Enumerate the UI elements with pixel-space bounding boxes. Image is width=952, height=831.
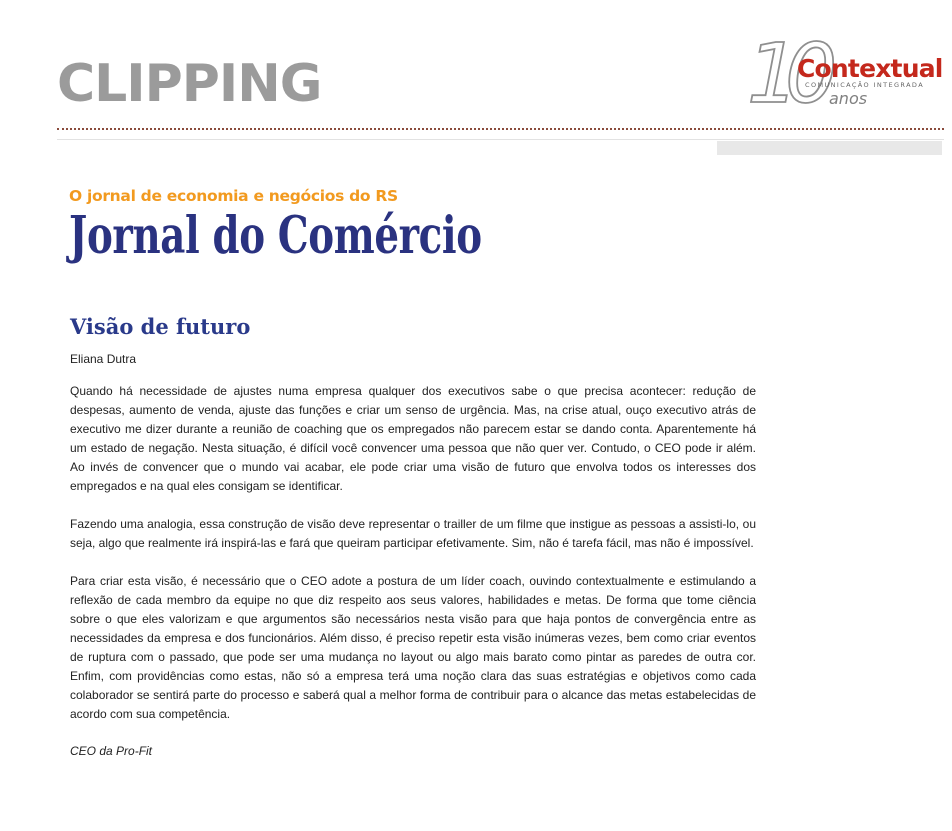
article-paragraph: Para criar esta visão, é necessário que o CEO adote a postura de um líder coach, ouvindo contextualmente e estimulando a reflexão de cada membro da equipe no que diz respeito aos seus valores, habilidades e metas. De forma que tome ciência sobre o que eles valorizam e que argumentos são necessários nesta visão para que haja pontos de convergência entre as necessidades da empresa e dos funcionários. Além disso, é preciso repetir esta visão inúmeras vezes, bem como criar eventos de ruptura com o passado, que pode ser uma mudança no layout ou algo mais barato como pintar as paredes de outra cor. Enfim, com providências como estas, não só a empresa terá uma noção clara das suas estratégias e objetivos como cada colaborador se sentirá parte do processo e saberá qual a melhor forma de contribuir para o alcance das metas estabelecidas de acordo com sua competência. xyxy=(70,574,756,721)
article-title: Visão de futuro xyxy=(70,314,251,339)
logo-anos: anos xyxy=(829,89,868,108)
article-author: Eliana Dutra xyxy=(70,352,137,366)
clipping-title: CLIPPING xyxy=(57,54,322,114)
header-grey-bar xyxy=(717,141,942,155)
article-paragraph: Fazendo uma analogia, essa construção de visão deve representar o trailler de um filme que instigue as pessoas a assisti-lo, ou seja, algo que realmente irá inspirá-las e fará que queiram participar efetivamente. Sim, não é tarefa fácil, mas não é impossível. xyxy=(70,517,756,550)
masthead-tagline: O jornal de economia e negócios do RS xyxy=(69,187,398,205)
contextual-logo xyxy=(745,28,950,114)
page-header xyxy=(0,0,952,160)
logo-number: 10 xyxy=(747,28,824,114)
article-paragraph: Quando há necessidade de ajustes numa empresa qualquer dos executivos sabe o que precisa acontecer: redução de despesas, aumento de venda, ajuste das funções e criar um senso de urgência. Mas, na crise atual, ouço executivo atrás de executivo me dizer durante a reunião de coaching que os empregados não parecem estar se dando conta. Aparentemente há um estado de negação. Nesta situação, é difícil você convencer uma pessoa que não quer ver. Contudo, o CEO pode ir além. Ao invés de convencer que o mundo vai acabar, ele pode criar uma visão de futuro que envolva todos os interesses dos empregados e na qual eles consigam se identificar. xyxy=(70,384,756,493)
header-dotted-divider xyxy=(57,128,944,130)
logo-tagline: COMUNICAÇÃO INTEGRADA xyxy=(805,81,925,89)
logo-name: Contextual xyxy=(797,54,943,83)
newspaper-masthead xyxy=(69,186,612,266)
header-grey-divider xyxy=(57,139,944,140)
article xyxy=(70,312,756,759)
masthead-name: Jornal do Comércio xyxy=(69,206,482,266)
article-signature: CEO da Pro-Fit xyxy=(70,744,153,758)
